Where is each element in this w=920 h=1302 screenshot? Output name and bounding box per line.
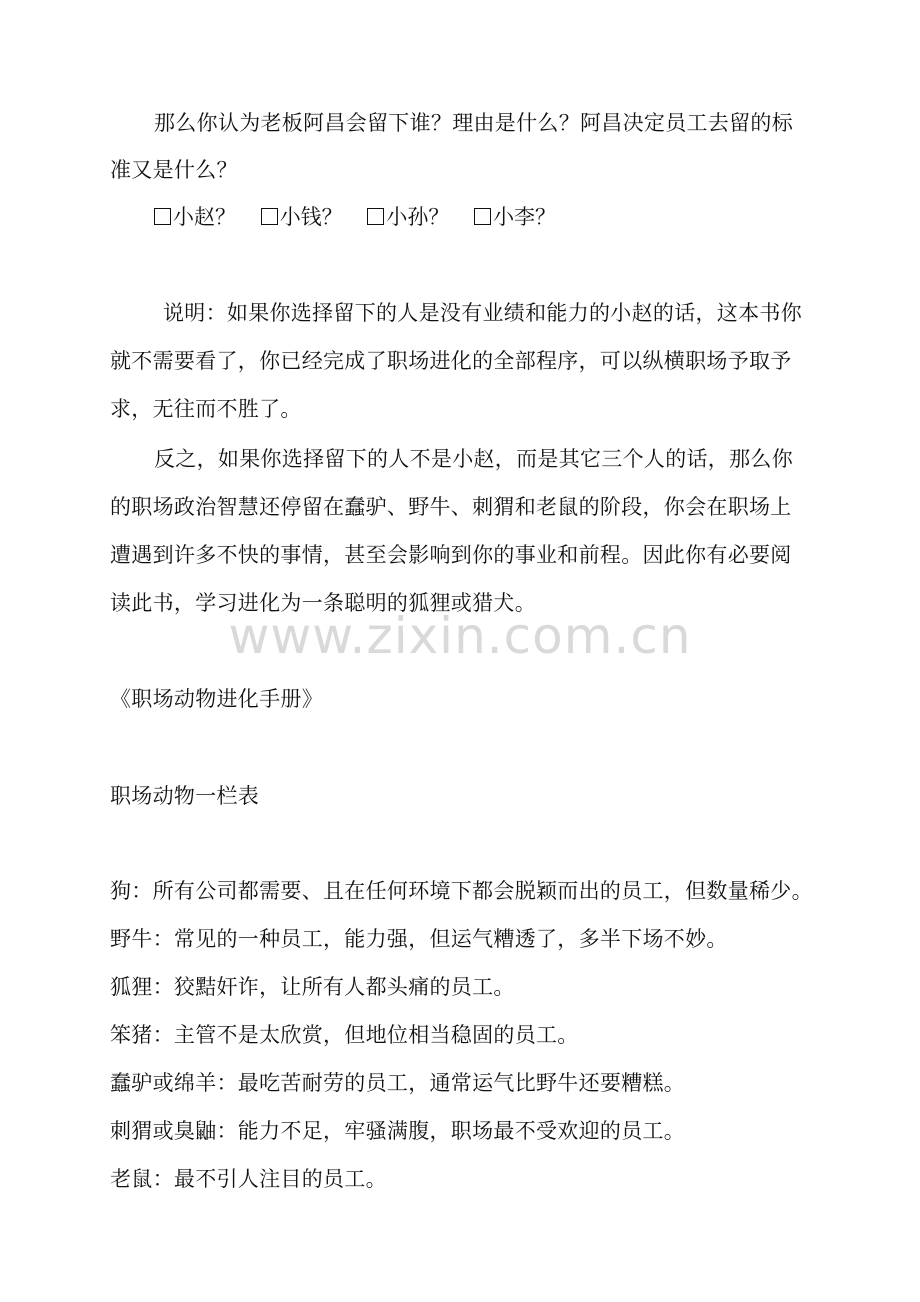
question-line-2: 准又是什么？ bbox=[110, 158, 238, 182]
checkbox-icon[interactable] bbox=[474, 208, 491, 225]
contrary-line-1: 反之，如果你选择留下的人不是小赵，而是其它三个人的话，那么你 bbox=[154, 447, 793, 471]
choice-label: 小钱？ bbox=[279, 205, 343, 229]
list-item-pig: 笨猪：主管不是太欣赏，但地位相当稳固的员工。 bbox=[110, 1023, 579, 1047]
explanation-line-3: 求，无往而不胜了。 bbox=[110, 397, 302, 421]
book-title: 《职场动物进化手册》 bbox=[110, 687, 323, 711]
checkbox-icon[interactable] bbox=[367, 208, 384, 225]
watermark: www.zixin.com.cn bbox=[228, 607, 692, 665]
question-line-1: 那么你认为老板阿昌会留下谁？理由是什么？阿昌决定员工去留的标 bbox=[154, 111, 793, 135]
contrary-line-2: 的职场政治智慧还停留在蠢驴、野牛、刺猬和老鼠的阶段，你会在职场上 bbox=[110, 495, 792, 519]
choice-li[interactable] bbox=[474, 202, 556, 232]
checkbox-icon[interactable] bbox=[261, 208, 278, 225]
list-item-bison: 野牛：常见的一种员工，能力强，但运气糟透了，多半下场不妙。 bbox=[110, 927, 728, 951]
choice-qian[interactable] bbox=[261, 202, 343, 232]
list-heading: 职场动物一栏表 bbox=[110, 784, 260, 808]
contrary-line-4: 读此书，学习进化为一条聪明的狐狸或猎犬。 bbox=[110, 591, 536, 615]
contrary-line-3: 遭遇到许多不快的事情，甚至会影响到你的事业和前程。因此你有必要阅 bbox=[110, 543, 792, 567]
choice-list bbox=[154, 202, 574, 232]
explanation-line-1: 说明：如果你选择留下的人是没有业绩和能力的小赵的话，这本书你 bbox=[163, 301, 802, 325]
list-item-fox: 狐狸：狡黠奸诈，让所有人都头痛的员工。 bbox=[110, 975, 515, 999]
list-item-donkey: 蠢驴或绵羊：最吃苦耐劳的员工，通常运气比野牛还要糟糕。 bbox=[110, 1071, 686, 1095]
choice-label: 小李？ bbox=[493, 205, 557, 229]
choice-sun[interactable] bbox=[367, 202, 449, 232]
choice-zhao[interactable] bbox=[154, 202, 236, 232]
list-item-hedgehog: 刺猬或臭鼬：能力不足，牢骚满腹，职场最不受欢迎的员工。 bbox=[110, 1119, 686, 1143]
list-item-dog: 狗：所有公司都需要、且在任何环境下都会脱颖而出的员工，但数量稀少。 bbox=[110, 879, 813, 903]
list-item-mouse: 老鼠：最不引人注目的员工。 bbox=[110, 1167, 387, 1191]
choice-label: 小赵？ bbox=[173, 205, 236, 229]
checkbox-icon[interactable] bbox=[154, 208, 171, 225]
choice-label: 小孙？ bbox=[386, 205, 450, 229]
explanation-line-2: 就不需要看了，你已经完成了职场进化的全部程序，可以纵横职场予取予 bbox=[110, 349, 792, 373]
